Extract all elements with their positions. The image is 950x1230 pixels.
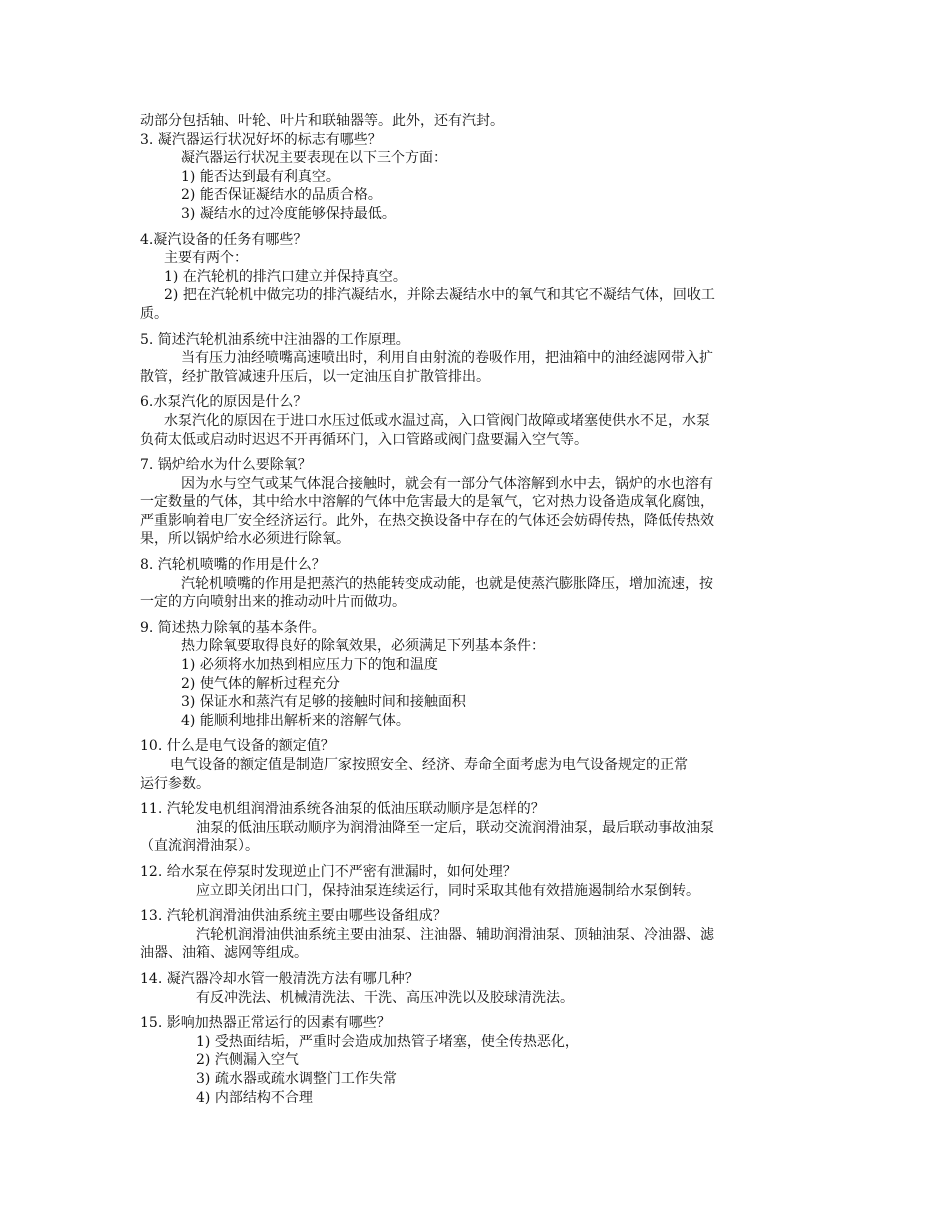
text-line: 10. 什么是电气设备的额定值？: [140, 738, 335, 755]
text-line: 2) 汽侧漏入空气: [196, 1052, 299, 1069]
text-line: 12. 给水泵在停泵时发现逆止门不严密有泄漏时，如何处理？: [140, 863, 517, 880]
text-line: 电气设备的额定值是制造厂家按照安全、经济、寿命全面考虑为电气设备规定的正常: [170, 757, 688, 773]
text-line: 负荷太低或启动时迟迟不开再循环门，入口管路或阀门盘要漏入空气等。: [140, 431, 588, 448]
paragraph-gap: [140, 386, 812, 393]
text-line: 4.凝汽设备的任务有哪些？: [140, 231, 308, 248]
text-line: 应立即关闭出口门，保持油泵连续运行，同时采取其他有效措施遏制给水泵倒转。: [196, 882, 700, 899]
text-line: 13. 汽轮机润滑油供油系统主要由哪些设备组成？: [140, 908, 447, 925]
paragraph-gap: [140, 324, 812, 331]
paragraph-gap: [140, 549, 812, 556]
text-line: （直流润滑油泵）。: [140, 838, 259, 855]
text-line: 因为水与空气或某气体混合接触时，就会有一部分气体溶解到水中去，锅炉的水也溶有: [181, 475, 713, 492]
text-line: 1) 能否达到最有利真空。: [181, 168, 340, 185]
text-line: 4) 内部结构不合理: [196, 1089, 313, 1106]
text-line: 一定的方向喷射出来的推动动叶片而做功。: [140, 594, 406, 611]
text-line: 热力除氧要取得良好的除氧效果，必须满足下列基本条件：: [181, 638, 545, 655]
text-line: 质。: [140, 305, 168, 322]
text-line: 主要有两个：: [164, 250, 248, 267]
text-line: 1) 受热面结垢，严重时会造成加热管子堵塞，使全传热恶化，: [196, 1033, 579, 1050]
text-line: 11. 汽轮发电机组润滑油系统各油泵的低油压联动顺序是怎样的？: [140, 801, 545, 818]
paragraph-gap: [140, 224, 812, 231]
text-line: 9. 简述热力除氧的基本条件。: [140, 619, 326, 636]
text-line: 散管，经扩散管减速升压后，以一定油压自扩散管排出。: [140, 368, 490, 385]
text-line: 6.水泵汽化的原因是什么？: [140, 394, 308, 411]
text-line: 一定数量的气体，其中给水中溶解的气体中危害最大的是氧气，它对热力设备造成氧化腐蚀，: [140, 494, 714, 511]
text-line: 水泵汽化的原因在于进口水压过低或水温过高，入口管阀门故障或堵塞使供水不足，水泵: [164, 412, 710, 429]
paragraph-gap: [140, 793, 812, 800]
text-line: 2) 能否保证凝结水的品质合格。: [181, 187, 382, 204]
text-line: 动部分包括轴、叶轮、叶片和联轴器等。此外，还有汽封。: [140, 113, 504, 129]
text-line: 3) 疏水器或疏水调整门工作失常: [196, 1070, 397, 1087]
text-line: 2) 把在汽轮机中做完功的排汽凝结水，并除去凝结水中的氧气和其它不凝结气体，回收工: [164, 287, 715, 304]
paragraph-gap: [140, 449, 812, 456]
text-line: 7. 锅炉给水为什么要除氧？: [140, 457, 312, 474]
text-line: 4) 能顺利地排出解析来的溶解气体。: [181, 712, 410, 729]
text-line: 运行参数。: [140, 775, 210, 792]
text-line: 汽轮机润滑油供油系统主要由油泵、注油器、辅助润滑油泵、顶轴油泵、冷油器、滤: [196, 926, 714, 943]
text-line: 15. 影响加热器正常运行的因素有哪些？: [140, 1015, 391, 1032]
text-line: 3) 保证水和蒸汽有足够的接触时间和接触面积: [181, 694, 466, 711]
text-line: 8. 汽轮机喷嘴的作用是什么？: [140, 557, 326, 574]
text-line: 3) 凝结水的过冷度能够保持最低。: [181, 205, 396, 222]
paragraph-gap: [140, 856, 812, 863]
text-line: 3. 凝汽器运行状况好坏的标志有哪些？: [140, 131, 382, 148]
paragraph-gap: [140, 1007, 812, 1014]
text-line: 2) 使气体的解析过程充分: [181, 675, 340, 692]
paragraph-gap: [140, 730, 812, 737]
text-line: 严重影响着电厂安全经济运行。此外，在热交换设备中存在的气体还会妨碍传热，降低传热效: [140, 512, 714, 529]
text-line: 14. 凝汽器冷却水管一般清洗方法有哪几种？: [140, 970, 419, 987]
text-line: 1) 必须将水加热到相应压力下的饱和温度: [181, 657, 438, 674]
text-line: 果，所以锅炉给水必须进行除氧。: [140, 531, 350, 548]
text-line: 汽轮机喷嘴的作用是把蒸汽的热能转变成动能，也就是使蒸汽膨胀降压，增加流速，按: [181, 575, 713, 592]
text-line: 5. 简述汽轮机油系统中注油器的工作原理。: [140, 331, 410, 348]
paragraph-gap: [140, 963, 812, 970]
text-line: 油泵的低油压联动顺序为润滑油降至一定后，联动交流润滑油泵，最后联动事故油泵: [196, 819, 714, 836]
paragraph-gap: [140, 900, 812, 907]
text-line: 有反冲洗法、机械清洗法、干洗、高压冲洗以及胶球清洗法。: [196, 989, 574, 1006]
document-body: [140, 112, 812, 1107]
paragraph-gap: [140, 612, 812, 619]
text-line: 凝汽器运行状况主要表现在以下三个方面：: [181, 150, 447, 167]
text-line: 1) 在汽轮机的排汽口建立并保持真空。: [164, 268, 407, 285]
text-line: 油器、油箱、滤网等组成。: [140, 945, 308, 962]
text-line: 当有压力油经喷嘴高速喷出时，利用自由射流的卷吸作用，把油箱中的油经滤网带入扩: [181, 350, 713, 367]
